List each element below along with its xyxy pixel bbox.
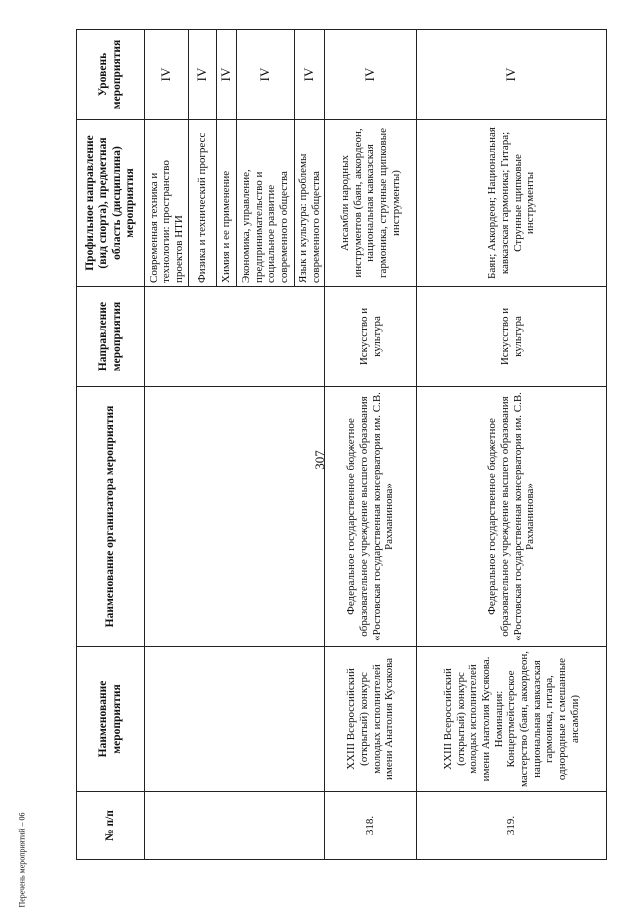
prev-organizer-cell <box>145 387 325 647</box>
profile-cell: Физика и технический прогресс <box>189 120 217 287</box>
row-level: IV <box>417 30 607 120</box>
row-organizer: Федеральное государственное бюджетное образовательное учреждение высшего образования «Ростовская государственная консерватория им. С.В. Рахманинова» <box>417 387 607 647</box>
prev-num-cell <box>145 792 325 860</box>
header-direction: Направление мероприятия <box>77 287 145 387</box>
level-cell: IV <box>217 30 237 120</box>
table-header-row <box>77 30 145 860</box>
events-table <box>76 29 607 860</box>
level-cell: IV <box>294 30 324 120</box>
header-num: № п/п <box>77 792 145 860</box>
footer-note: Перечень мероприятий – 06 <box>17 812 27 908</box>
row-organizer: Федеральное государственное бюджетное образовательное учреждение высшего образования «Ростовская государственная консерватория им. С.В. Рахманинова» <box>325 387 417 647</box>
table-row <box>145 30 189 860</box>
row-profile: Баян; Аккордеон; Национальная кавказская гармоника; Гитара; Струнные щипковые инструменты <box>417 120 607 287</box>
row-num: 318. <box>325 792 417 860</box>
rotated-page-content <box>76 30 606 860</box>
header-level: Уровень мероприятия <box>77 30 145 120</box>
header-organizer: Наименование организатора мероприятия <box>77 387 145 647</box>
prev-direction-cell <box>145 287 325 387</box>
row-event-name: XXIII Всероссийский (открытый) конкурс молодых исполнителей имени Анатолия Кусякова <box>325 647 417 792</box>
profile-cell: Современная техника и технологии: пространство проектов НТИ <box>145 120 189 287</box>
level-cell: IV <box>145 30 189 120</box>
header-event-name: Наименование мероприятия <box>77 647 145 792</box>
table-row <box>325 30 417 860</box>
row-direction: Искусство и культура <box>417 287 607 387</box>
profile-cell: Язык и культура: проблемы современного общества <box>294 120 324 287</box>
row-level: IV <box>325 30 417 120</box>
prev-event-cell <box>145 647 325 792</box>
profile-cell: Химия и ее применение <box>217 120 237 287</box>
row-profile: Ансамбли народных инструментов (баян, аккордеон, национальная кавказская гармоника, струнные щипковые инструменты) <box>325 120 417 287</box>
row-event-name: XXIII Всероссийский (открытый) конкурс молодых исполнителей имени Анатолия Кусякова. Номинация: Концертмейстерское мастерство (баян, аккордеон, национальная кавказская гармоника, гитара, однородные и смешанные ансамбли) <box>417 647 607 792</box>
level-cell: IV <box>236 30 294 120</box>
header-profile: Профильное направление (вид спорта), предметная область (дисциплина) мероприятия <box>77 120 145 287</box>
profile-cell: Экономика, управление, предпринимательство и социальное развитие современного общества <box>236 120 294 287</box>
table-row <box>417 30 607 860</box>
page-number: 307 <box>312 450 327 470</box>
level-cell: IV <box>189 30 217 120</box>
row-num: 319. <box>417 792 607 860</box>
row-direction: Искусство и культура <box>325 287 417 387</box>
